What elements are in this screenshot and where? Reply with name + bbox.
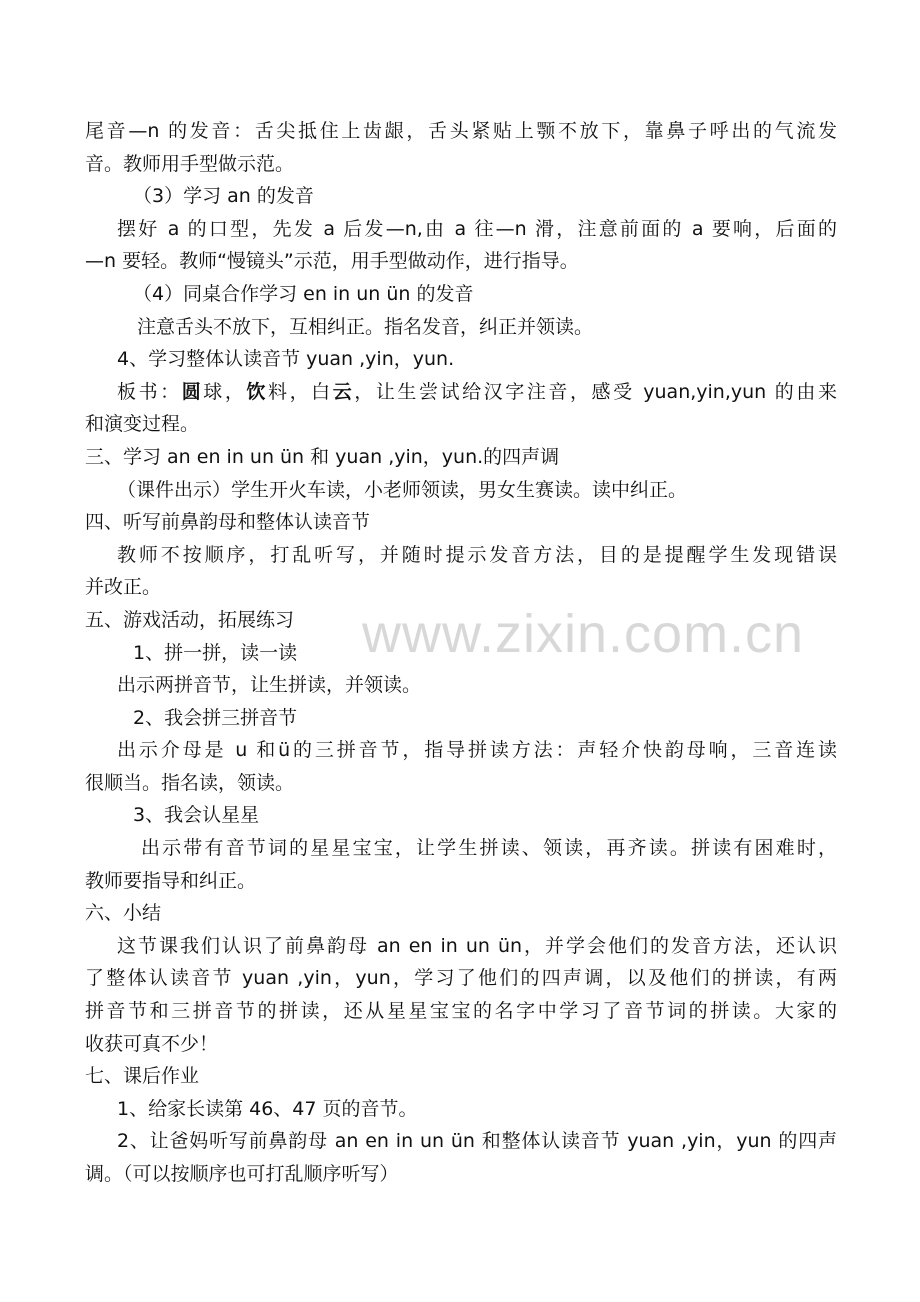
- paragraph-line: 出示介母是 u 和ü的三拼音节，指导拼读方法：声轻介快韵母响，三音连读: [117, 739, 837, 762]
- paragraph-line: 教师不按顺序，打乱听写，并随时提示发音方法，目的是提醒学生发现错误: [117, 543, 837, 566]
- paragraph-line: 和演变过程。: [85, 413, 200, 436]
- section-heading: 四、听写前鼻韵母和整体认读音节: [85, 511, 371, 534]
- bold-char: 饮: [246, 380, 268, 403]
- text-span: 球，: [203, 380, 247, 403]
- bold-char: 云: [332, 380, 355, 403]
- document-body: [85, 115, 837, 1191]
- paragraph-line: （课件出示）学生开火车读，小老师领读，男女生赛读。读中纠正。: [117, 478, 688, 501]
- text-span: ，让生尝试给汉字注音，感受 yuan,yin,yun 的由来: [354, 380, 837, 403]
- paragraph-line: [85, 376, 837, 409]
- list-item: 1、给家长读第 46、47 页的音节。: [117, 1097, 418, 1120]
- subheading: 4、学习整体认读音节 yuan ,yin，yun.: [117, 348, 455, 371]
- paragraph-line: —n 要轻。教师“慢镜头”示范，用手型做动作，进行指导。: [85, 250, 579, 273]
- paragraph-line: 音。教师用手型做示范。: [85, 152, 295, 175]
- subheading: （4）同桌合作学习 en in un ün 的发音: [133, 282, 474, 305]
- paragraph-line: 尾音—n 的发音：舌尖抵住上齿龈，舌头紧贴上颚不放下，靠鼻子呼出的气流发: [85, 120, 837, 142]
- paragraph-line: 拼音节和三拼音节的拼读，还从星星宝宝的名字中学习了音节词的拼读。大家的: [85, 1000, 837, 1023]
- paragraph-line: 调。（可以按顺序也可打乱顺序听写）: [85, 1163, 399, 1185]
- section-heading: 五、游戏活动，拓展练习: [85, 608, 295, 631]
- paragraph-line: 出示带有音节词的星星宝宝，让学生拼读、领读，再齐读。拼读有困难时，: [141, 837, 837, 860]
- section-heading: 三、学习 an en in un ün 和 yuan ,yin，yun.的四声调: [85, 445, 560, 468]
- paragraph-line: 收获可真不少！: [85, 1032, 219, 1055]
- paragraph-line: 摆好 a 的口型，先发 a 后发—n,由 a 往—n 滑，注意前面的 a 要响，后面的: [117, 217, 837, 240]
- paragraph-line: 教师要指导和纠正。: [85, 869, 257, 892]
- section-heading: 六、小结: [85, 902, 162, 925]
- paragraph-line: 并改正。: [85, 576, 162, 599]
- paragraph-line: 注意舌头不放下，互相纠正。指名发音，纠正并领读。: [137, 315, 594, 338]
- paragraph-line: 这节课我们认识了前鼻韵母 an en in un ün，并学会他们的发音方法，还认识: [117, 934, 837, 957]
- subheading: 1、拼一拼，读一读: [133, 641, 298, 664]
- subheading: 2、我会拼三拼音节: [133, 706, 298, 729]
- subheading: （3）学习 an 的发音: [133, 185, 314, 208]
- subheading: 3、我会认星星: [133, 804, 260, 827]
- paragraph-line: 了整体认读音节 yuan ,yin，yun，学习了他们的四声调，以及他们的拼读，有两: [85, 967, 837, 990]
- board-label: 板书：: [117, 380, 182, 403]
- text-span: 料，白: [268, 380, 333, 403]
- bold-char: 圆: [181, 380, 204, 403]
- list-item: 2、让爸妈听写前鼻韵母 an en in un ün 和整体认读音节 yuan ,yin，yun 的四声: [117, 1130, 837, 1153]
- watermark: www.zixin.com.cn: [362, 604, 805, 664]
- paragraph-line: 很顺当。指名读，领读。: [85, 771, 295, 794]
- paragraph-line: 出示两拼音节，让生拼读，并领读。: [117, 674, 422, 697]
- section-heading: 七、课后作业: [85, 1065, 200, 1088]
